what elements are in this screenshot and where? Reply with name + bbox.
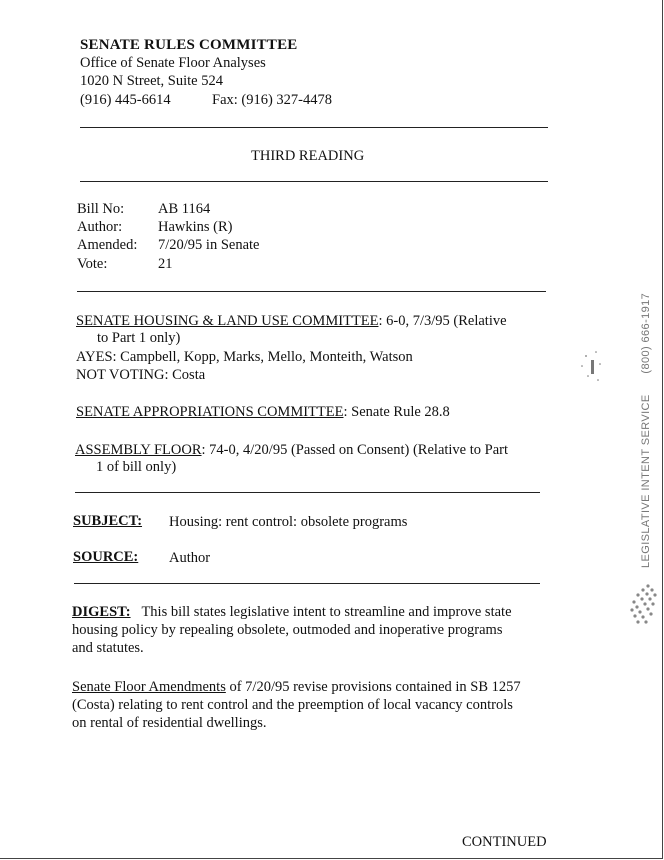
- appropriations-detail: : Senate Rule 28.8: [343, 404, 450, 420]
- assembly-floor-detail-cont: 1 of bill only): [96, 459, 177, 475]
- housing-committee-line: [76, 313, 507, 330]
- author-value: Hawkins (R): [158, 219, 233, 235]
- amendments-text-3: on rental of residential dwellings.: [72, 715, 267, 731]
- divider-line: [80, 127, 548, 128]
- digest-text-2: housing policy by repealing obsolete, outmoded and inoperative programs: [72, 622, 503, 638]
- assembly-floor-title: ASSEMBLY FLOOR: [75, 442, 202, 458]
- digest-text-3: and statutes.: [72, 640, 144, 656]
- source-label: SOURCE:: [73, 549, 139, 565]
- appropriations-line: [76, 404, 450, 421]
- author-label: Author:: [77, 219, 123, 235]
- subject-label: SUBJECT:: [73, 513, 143, 529]
- assembly-floor-detail: : 74-0, 4/20/95 (Passed on Consent) (Relative to Part: [201, 442, 509, 458]
- housing-ayes: AYES: Campbell, Kopp, Marks, Mello, Monteith, Watson: [76, 349, 413, 365]
- vote-label: Vote:: [77, 256, 108, 272]
- housing-committee-detail: : 6-0, 7/3/95 (Relative: [378, 313, 507, 329]
- office-phone: (916) 445-6614: [80, 92, 171, 108]
- amendments-link: Senate Floor Amendments: [72, 679, 226, 695]
- stamp-logo-icon: [628, 582, 660, 632]
- amendments-text-2: (Costa) relating to rent control and the preemption of local vacancy controls: [72, 697, 513, 713]
- committee-title: SENATE RULES COMMITTEE: [80, 37, 298, 53]
- housing-committee-title: SENATE HOUSING & LAND USE COMMITTEE: [76, 313, 379, 329]
- bill-label: Bill No:: [77, 201, 125, 217]
- divider-line: [77, 291, 546, 292]
- office-fax: Fax: (916) 327-4478: [212, 92, 333, 108]
- stamp-phone: (800) 666-1917: [640, 292, 652, 374]
- amendments-line1: [72, 679, 521, 696]
- subject-value: Housing: rent control: obsolete programs: [169, 514, 408, 530]
- housing-not-voting: NOT VOTING: Costa: [76, 367, 206, 383]
- office-address: 1020 N Street, Suite 524: [80, 73, 223, 89]
- amendments-text-1: of 7/20/95 revise provisions contained in SB 1257: [225, 679, 521, 695]
- office-name: Office of Senate Floor Analyses: [80, 55, 266, 71]
- divider-line: [80, 181, 548, 182]
- legislative-intent-stamp: [640, 292, 656, 570]
- digest-text-1: This bill states legislative intent to streamline and improve state: [141, 604, 512, 620]
- stamp-service: LEGISLATIVE INTENT SERVICE: [640, 394, 652, 568]
- divider-line: [74, 583, 540, 584]
- scan-mark-icon: [576, 346, 606, 390]
- digest-label: DIGEST:: [72, 604, 131, 620]
- vote-value: 21: [158, 256, 173, 272]
- continued-label: CONTINUED: [462, 834, 547, 850]
- amended-value: 7/20/95 in Senate: [158, 237, 260, 253]
- digest-line1: [72, 604, 512, 621]
- divider-line: [75, 492, 540, 493]
- reading-heading: THIRD READING: [251, 148, 365, 164]
- amended-label: Amended:: [77, 237, 138, 253]
- appropriations-title: SENATE APPROPRIATIONS COMMITTEE: [76, 404, 344, 420]
- bill-value: AB 1164: [158, 201, 211, 217]
- source-value: Author: [169, 550, 211, 566]
- housing-committee-detail-cont: to Part 1 only): [97, 330, 181, 346]
- stamp-text: [640, 292, 656, 568]
- assembly-floor-line: [75, 442, 508, 459]
